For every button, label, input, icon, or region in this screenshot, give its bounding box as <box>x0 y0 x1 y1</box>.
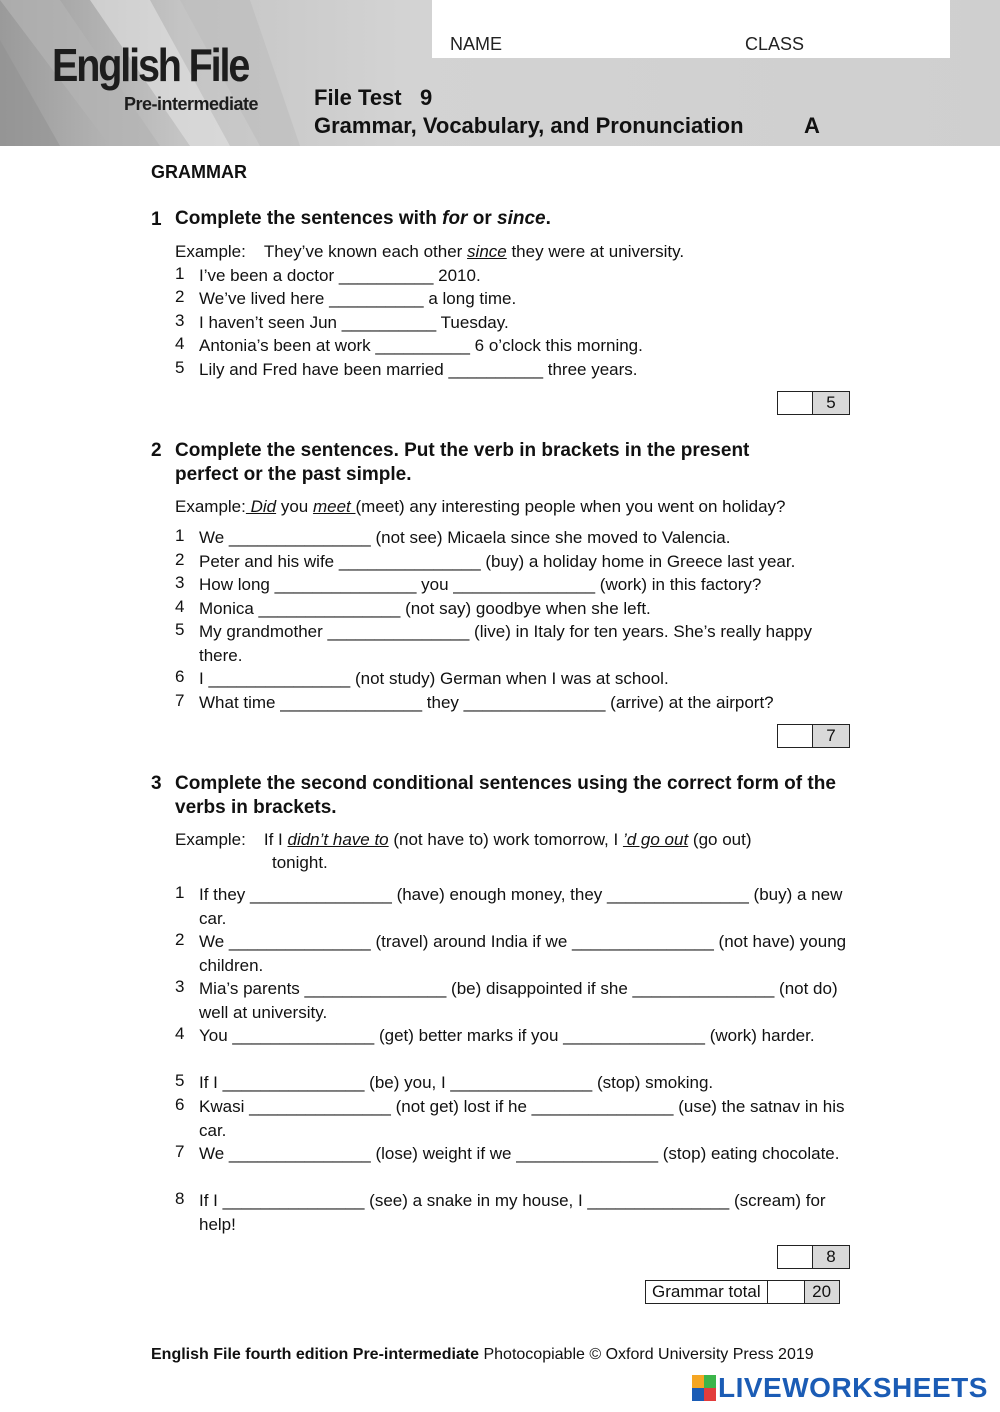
exercise-2-item-number: 6 <box>175 667 185 686</box>
test-title: File Test 9 <box>314 85 433 110</box>
exercise-1-item-number: 1 <box>175 264 185 283</box>
exercise-3-item-text[interactable]: If I _______________ (be) you, I _______________ (stop) smoking. <box>199 1073 714 1092</box>
exercise-3-item-number: 4 <box>175 1024 185 1043</box>
exercise-1-item-text[interactable]: I’ve been a doctor __________ 2010. <box>199 266 481 285</box>
liveworksheets-watermark <box>692 1372 988 1404</box>
liveworksheets-text: LIVEWORKSHEETS <box>718 1372 988 1403</box>
exercise-1-item-number: 4 <box>175 334 185 353</box>
brand-logo <box>52 39 280 114</box>
example-answer-1: didn’t have to <box>287 830 389 849</box>
liveworksheets-logo-icon <box>692 1375 716 1401</box>
exercise-2-item-text[interactable]: I _______________ (not study) German when I was at school. <box>199 669 669 688</box>
exercise-1-item-number: 3 <box>175 311 185 330</box>
exercise-1-item-text[interactable]: Lily and Fred have been married __________ three years. <box>199 360 638 379</box>
exercise-3-item-number: 8 <box>175 1189 185 1208</box>
exercise-2-item-text[interactable]: My grandmother _______________ (live) in Italy for ten years. She’s really happy there. <box>199 622 812 665</box>
exercise-1-item-text[interactable]: We’ve lived here __________ a long time. <box>199 289 517 308</box>
exercise-2-instruction: Complete the sentences. Put the verb in brackets in the present perfect or the past simple. <box>175 440 750 485</box>
test-subtitle: Grammar, Vocabulary, and Pronunciation <box>314 113 744 138</box>
exercise-2-item-text[interactable]: How long _______________ you _______________ (work) in this factory? <box>199 575 762 594</box>
brand-subtitle: Pre-intermediate <box>124 94 259 114</box>
class-label: CLASS <box>745 34 805 54</box>
grammar-total-max: 20 <box>805 1281 839 1303</box>
example-answer-1: Did <box>245 497 277 516</box>
name-class-box <box>432 0 950 58</box>
grammar-total-label: Grammar total <box>646 1281 768 1303</box>
exercise-1-score <box>777 391 850 415</box>
exercise-2-item-number: 7 <box>175 691 185 710</box>
exercise-2-item-text[interactable]: Peter and his wife _______________ (buy) a holiday home in Greece last year. <box>199 552 796 571</box>
exercise-3-item-text[interactable]: Kwasi _______________ (not get) lost if he _______________ (use) the satnav in his car. <box>199 1097 845 1140</box>
exercise-1-number: 1 <box>151 209 162 230</box>
exercise-2-example: Example: Did you meet (meet) any interesting people when you went on holiday? <box>175 497 786 516</box>
score-input[interactable] <box>778 392 813 414</box>
section-title: GRAMMAR <box>151 162 247 182</box>
exercise-3-item-number: 2 <box>175 930 185 949</box>
brand-title: English File <box>52 39 249 91</box>
exercise-1-item-number: 2 <box>175 287 185 306</box>
exercise-3-example-cont: tonight. <box>272 853 328 872</box>
exercise-3-item-text[interactable]: If they _______________ (have) enough money, they _______________ (buy) a new car. <box>199 885 843 928</box>
score-input[interactable] <box>778 1246 813 1268</box>
exercise-1-item-number: 5 <box>175 358 185 377</box>
exercise-3-item-text[interactable]: Mia’s parents _______________ (be) disappointed if she _______________ (not do) well at university. <box>199 979 838 1022</box>
example-answer: since <box>467 242 507 261</box>
exercise-3-item-number: 7 <box>175 1142 185 1161</box>
exercise-3-item-number: 3 <box>175 977 185 996</box>
exercise-3-item-text[interactable]: We _______________ (travel) around India if we _______________ (not have) young children. <box>199 932 847 975</box>
score-max: 5 <box>813 392 849 414</box>
test-version: A <box>804 113 820 138</box>
exercise-3-item-text[interactable]: You _______________ (get) better marks if you _______________ (work) harder. <box>199 1026 815 1045</box>
exercise-1-item-text[interactable]: I haven’t seen Jun __________ Tuesday. <box>199 313 509 332</box>
exercise-2-item-text[interactable]: Monica _______________ (not say) goodbye when she left. <box>199 599 651 618</box>
exercise-2-score <box>777 724 850 748</box>
example-answer-2: ’d go out <box>622 830 689 849</box>
exercise-2-item-text[interactable]: What time _______________ they _______________ (arrive) at the airport? <box>199 693 774 712</box>
exercise-1-instruction: Complete the sentences with for or since. <box>175 208 551 229</box>
exercise-3-number: 3 <box>151 773 162 794</box>
exercise-1-item-text[interactable]: Antonia’s been at work __________ 6 o’clock this morning. <box>199 336 643 355</box>
example-answer-2: meet <box>312 497 356 516</box>
footer-copyright: English File fourth edition Pre-intermediate Photocopiable © Oxford University Press 2019 <box>151 1346 814 1363</box>
exercise-3-item-number: 1 <box>175 883 185 902</box>
exercise-2-item-number: 2 <box>175 550 185 569</box>
exercise-2-item-number: 4 <box>175 597 185 616</box>
grammar-total <box>645 1280 840 1304</box>
exercise-2-number: 2 <box>151 440 162 461</box>
exercise-3-score <box>777 1245 850 1269</box>
exercise-2-item-number: 1 <box>175 526 185 545</box>
exercise-3-item-number: 5 <box>175 1071 185 1090</box>
score-max: 7 <box>813 725 849 747</box>
exercise-1-example: Example: They’ve known each other since they were at university. <box>175 242 685 261</box>
exercise-2-item-number: 3 <box>175 573 185 592</box>
page-header <box>0 0 1000 146</box>
exercise-3-instruction: Complete the second conditional sentences using the correct form of the verbs in brackets. <box>175 773 836 818</box>
exercise-2-item-text[interactable]: We _______________ (not see) Micaela since she moved to Valencia. <box>199 528 731 547</box>
name-label: NAME <box>450 34 503 54</box>
exercise-3-item-number: 6 <box>175 1095 185 1114</box>
score-input[interactable] <box>778 725 813 747</box>
exercise-2-item-number: 5 <box>175 620 185 639</box>
grammar-total-input[interactable] <box>768 1281 805 1303</box>
exercise-3-item-text[interactable]: If I _______________ (see) a snake in my house, I _______________ (scream) for help! <box>199 1191 826 1234</box>
score-max: 8 <box>813 1246 849 1268</box>
exercise-3-example: Example: If I didn’t have to (not have to) work tomorrow, I ’d go out (go out) <box>175 830 752 849</box>
exercise-3-item-text[interactable]: We _______________ (lose) weight if we _______________ (stop) eating chocolate. <box>199 1144 840 1163</box>
